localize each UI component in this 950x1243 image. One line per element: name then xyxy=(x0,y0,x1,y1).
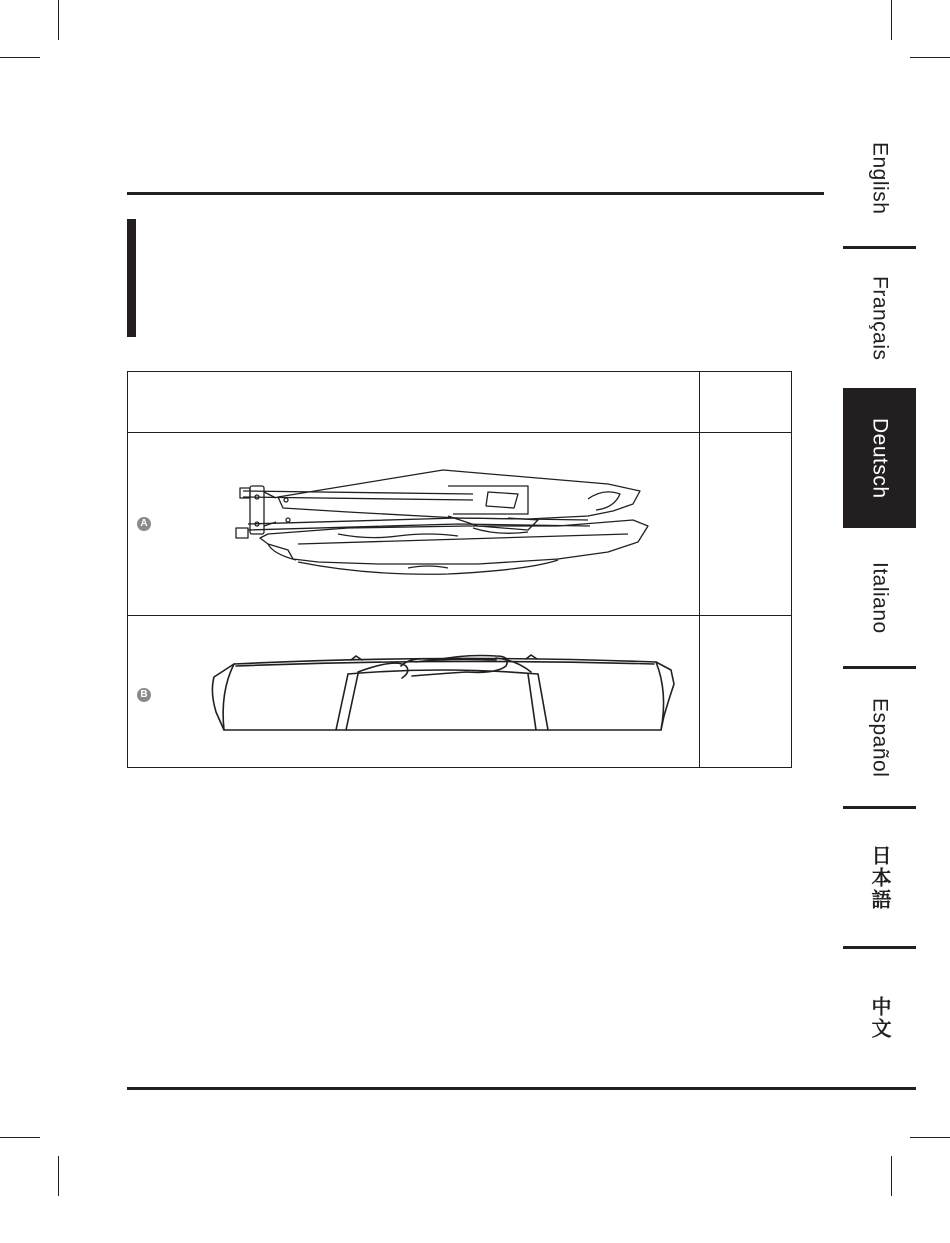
crop-mark xyxy=(891,1156,892,1196)
tab-japanese-label: 日本語 xyxy=(868,845,890,911)
header-rule xyxy=(127,192,824,195)
tab-english[interactable] xyxy=(843,108,916,248)
section-heading-bar xyxy=(127,219,136,337)
table-row-divider xyxy=(128,615,791,616)
crop-mark xyxy=(58,0,59,40)
tab-japanese[interactable] xyxy=(843,808,916,948)
part-badge-b: B xyxy=(137,688,151,702)
part-badge-a: A xyxy=(137,517,151,531)
carry-bag-illustration xyxy=(206,652,678,734)
crop-mark xyxy=(891,0,892,40)
tab-francais-label: Français xyxy=(868,275,892,361)
crop-mark xyxy=(58,1156,59,1196)
tab-english-label: English xyxy=(868,141,892,215)
tab-italiano[interactable] xyxy=(843,528,916,668)
tab-italiano-label: Italiano xyxy=(868,562,892,634)
tab-chinese-label: 中文 xyxy=(868,996,890,1040)
parts-table xyxy=(127,371,792,768)
crop-mark xyxy=(910,57,950,58)
tab-chinese[interactable] xyxy=(843,948,916,1088)
folded-cot-illustration xyxy=(228,464,653,582)
tab-espanol-label: Español xyxy=(868,698,892,778)
tab-espanol[interactable] xyxy=(843,668,916,808)
tab-deutsch[interactable] xyxy=(843,388,916,528)
crop-mark xyxy=(910,1137,950,1138)
tab-deutsch-label: Deutsch xyxy=(868,417,892,499)
crop-mark xyxy=(0,1137,40,1138)
tab-francais[interactable] xyxy=(843,248,916,388)
table-header-divider xyxy=(128,432,791,433)
crop-mark xyxy=(0,57,40,58)
footer-rule xyxy=(127,1087,916,1090)
